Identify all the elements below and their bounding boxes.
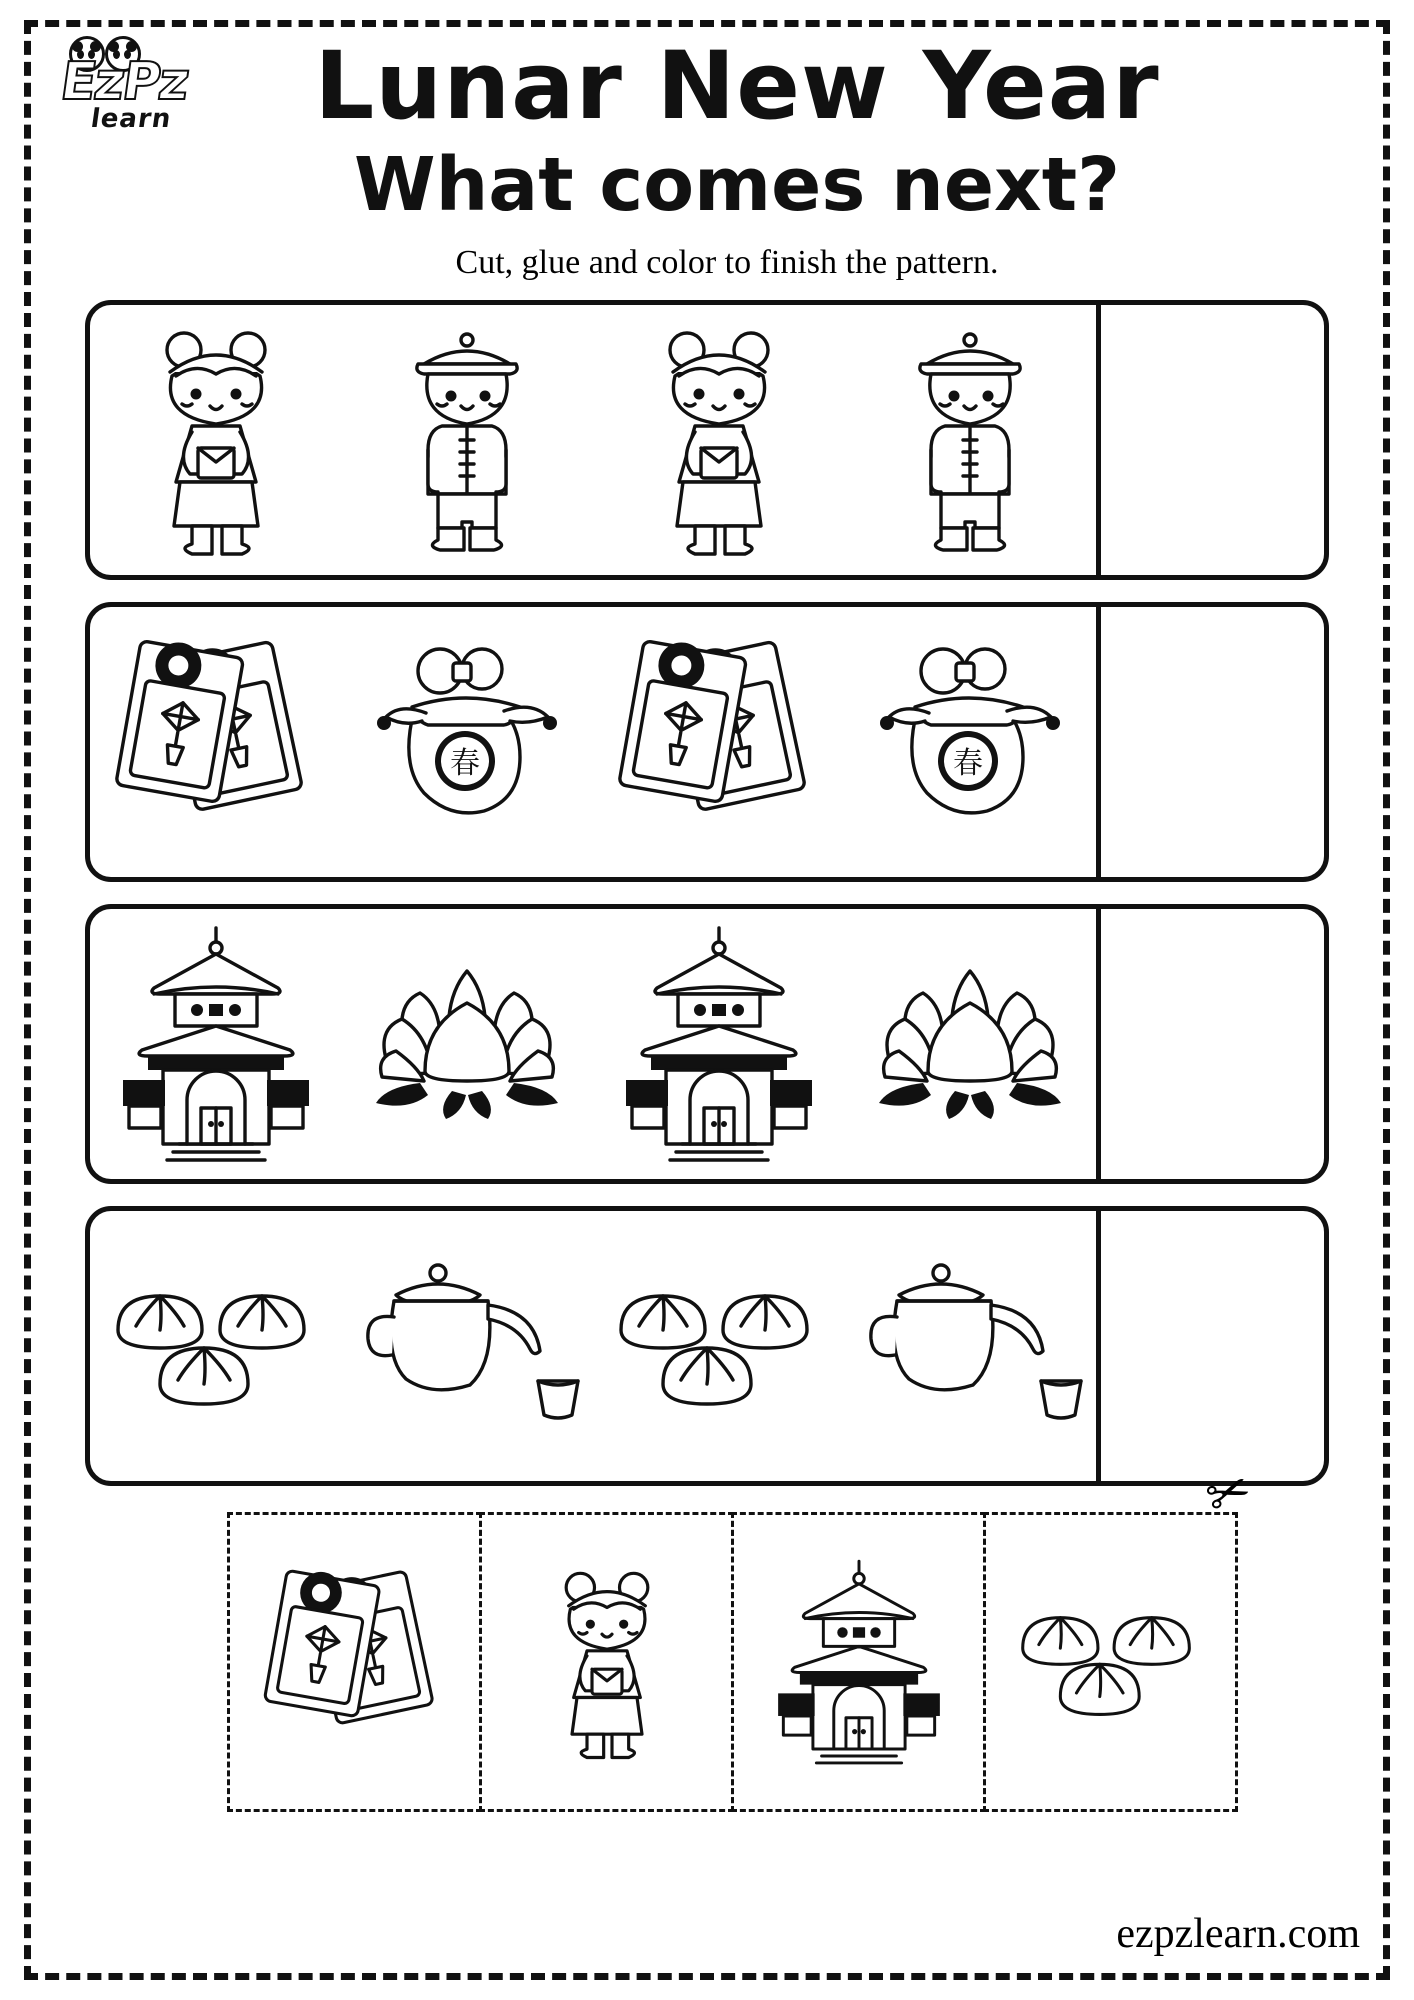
pattern-item-lotus-flower: [845, 909, 1097, 1179]
money-bag-character: 春: [953, 746, 984, 781]
pattern-row-4: [85, 1206, 1329, 1486]
logo-brand-top: EzPz: [56, 52, 192, 112]
money-bag-character: 春: [450, 746, 481, 781]
scissors-icon: ✂: [1198, 1459, 1260, 1529]
pattern-item-steamed-buns: [593, 1211, 845, 1481]
cutout-pagoda[interactable]: [731, 1512, 986, 1812]
pattern-item-boy-in-tangzhuang: [845, 305, 1097, 575]
instructions-text: Cut, glue and color to finish the pattern.: [455, 244, 999, 281]
answer-box-row-4[interactable]: [1096, 1211, 1324, 1481]
answer-box-row-3[interactable]: [1096, 909, 1324, 1179]
pattern-item-red-envelopes: [90, 607, 342, 877]
pattern-item-boy-in-tangzhuang: [342, 305, 594, 575]
pattern-item-lotus-flower: [342, 909, 594, 1179]
answer-box-row-1[interactable]: [1096, 305, 1324, 575]
pattern-item-red-envelopes: [593, 607, 845, 877]
pattern-row-1: [85, 300, 1329, 580]
pattern-row-3: [85, 904, 1329, 1184]
worksheet-content: [47, 18, 1367, 1812]
title-line-2: What comes next?: [353, 142, 1121, 228]
pattern-item-steamed-buns: [90, 1211, 342, 1481]
pattern-item-girl-in-hanfu: [593, 305, 845, 575]
pattern-item-lucky-money-bag: [342, 607, 594, 877]
cutout-girl[interactable]: [479, 1512, 734, 1812]
pattern-rows: [47, 300, 1367, 1486]
answer-box-row-2[interactable]: [1096, 607, 1324, 877]
cutout-red-envelopes[interactable]: [227, 1512, 482, 1812]
pattern-item-girl-in-hanfu: [90, 305, 342, 575]
ezpzlearn-logo: [56, 28, 221, 148]
cutout-strip: [227, 1459, 1329, 1812]
pattern-item-teapot-and-cup: [342, 1211, 594, 1481]
title-line-1: Lunar New Year: [314, 32, 1160, 141]
footer-url: ezpzlearn.com: [1116, 1911, 1360, 1957]
pattern-item-pagoda-temple: [593, 909, 845, 1179]
pattern-row-2: [85, 602, 1329, 882]
pattern-item-lucky-money-bag: [845, 607, 1097, 877]
pattern-item-pagoda-temple: [90, 909, 342, 1179]
page-title: [47, 32, 1367, 228]
logo-brand-bottom: learn: [88, 104, 174, 134]
pattern-item-teapot-and-cup: [845, 1211, 1097, 1481]
cutout-buns[interactable]: [983, 1512, 1238, 1812]
